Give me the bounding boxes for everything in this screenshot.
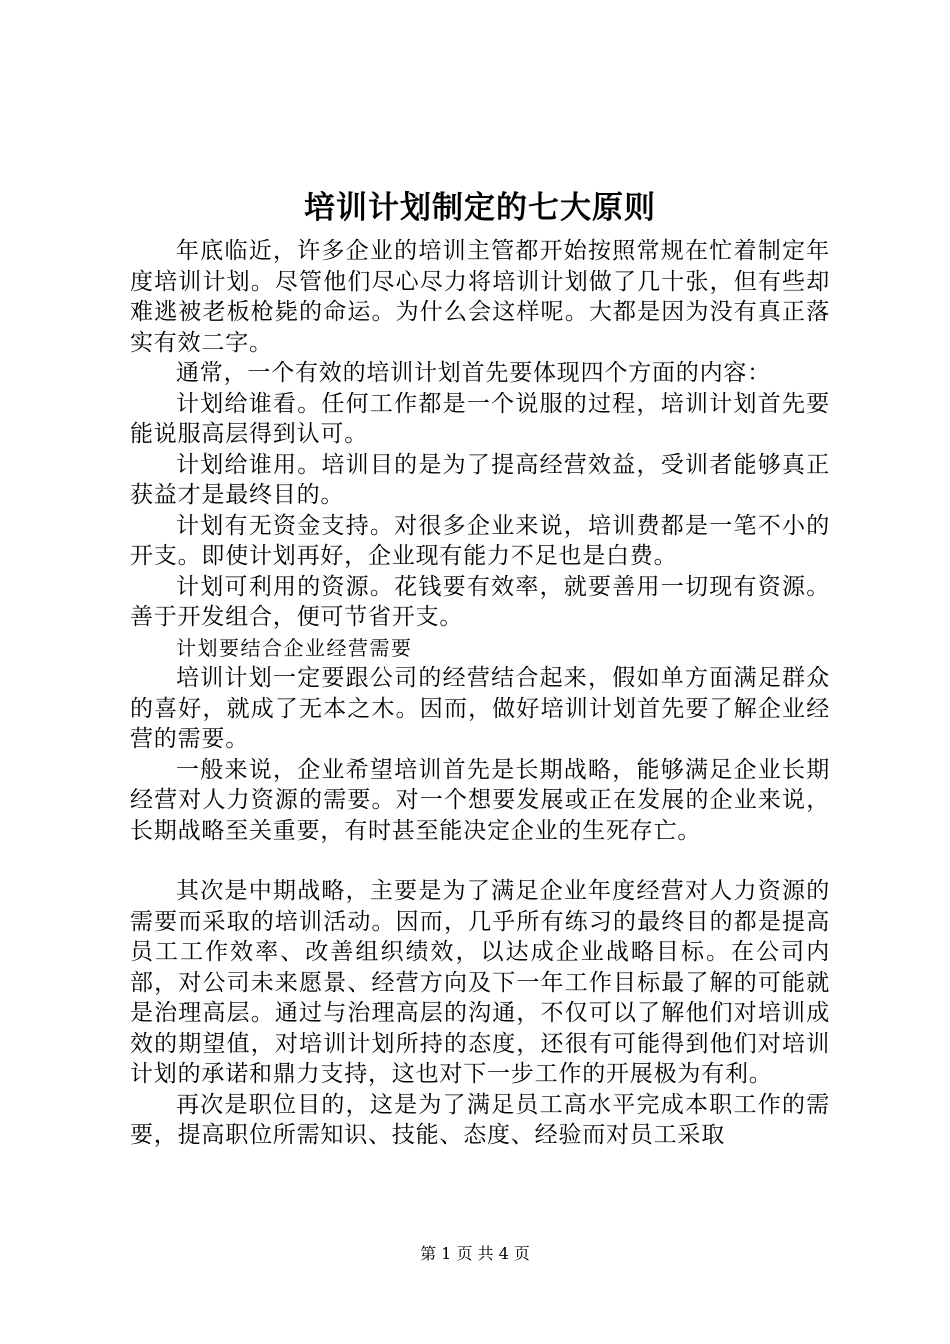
paragraph-funding: 计划有无资金支持。对很多企业来说，培训费都是一笔不小的开支。即使计划再好，企业现有能力不足也是白费。 [130, 512, 830, 569]
paragraph-position-goals: 再次是职位目的，这是为了满足员工高水平完成本职工作的需要，提高职位所需知识、技能、态度、经验而对员工采取 [130, 1091, 830, 1148]
paragraph-four-aspects: 通常，一个有效的培训计划首先要体现四个方面的内容： [176, 360, 771, 386]
paragraph-who-reads: 计划给谁看。任何工作都是一个说服的过程，培训计划首先要能说服高层得到认可。 [130, 390, 830, 447]
paragraph-gap [130, 846, 830, 876]
document-title: 培训计划制定的七大原则 [304, 190, 656, 226]
paragraph-resources: 计划可利用的资源。花钱要有效率，就要善用一切现有资源。善于开发组合，便可节省开支。 [130, 573, 830, 630]
paragraph-who-uses: 计划给谁用。培训目的是为了提高经营效益，受训者能够真正获益才是最终目的。 [130, 451, 830, 508]
paragraph-long-term-strategy: 一般来说，企业希望培训首先是长期战略，能够满足企业长期经营对人力资源的需要。对一个想要发展或正在发展的企业来说，长期战略至关重要，有时甚至能决定企业的生死存亡。 [130, 756, 830, 844]
document-page [130, 0, 830, 1344]
document-body [130, 236, 830, 1151]
page-footer: 第 1 页 共 4 页 [420, 1244, 530, 1263]
paragraph-intro: 年底临近，许多企业的培训主管都开始按照常规在忙着制定年度培训计划。尽管他们尽心尽力将培训计划做了几十张，但有些却难逃被老板枪毙的命运。为什么会这样呢。大都是因为没有真正落实有效二字。 [130, 238, 830, 356]
section-heading-business-needs: 计划要结合企业经营需要 [176, 635, 413, 660]
paragraph-business-integration: 培训计划一定要跟公司的经营结合起来，假如单方面满足群众的喜好，就成了无本之木。因而，做好培训计划首先要了解企业经营的需要。 [130, 665, 830, 752]
paragraph-mid-term-strategy: 其次是中期战略，主要是为了满足企业年度经营对人力资源的需要而采取的培训活动。因而，几乎所有练习的最终目的都是提高员工工作效率、改善组织绩效，以达成企业战略目标。在公司内部，对公司未来愿景、经营方向及下一年工作目标最了解的可能就是治理高层。通过与治理高层的沟通，不仅可以了解他们对培训成效的期望值，对培训计划所持的态度，还很有可能得到他们对培训计划的承诺和鼎力支持，这也对下一步工作的开展极为有利。 [130, 878, 830, 1087]
